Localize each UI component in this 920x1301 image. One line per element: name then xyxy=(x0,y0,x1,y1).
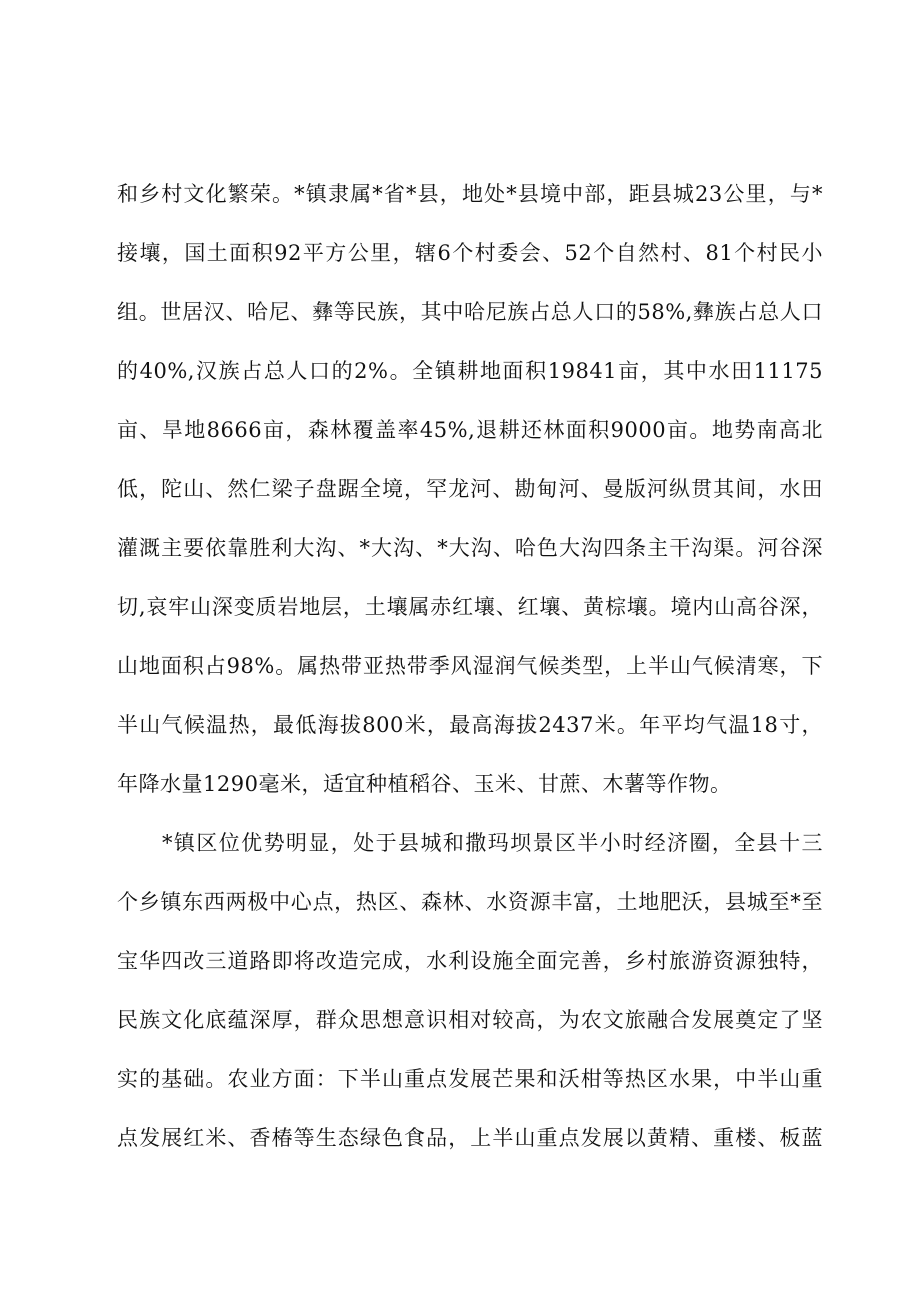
text-line: 灌溉主要依靠胜利大沟、*大沟、*大沟、哈色大沟四条主干沟渠。河谷深 xyxy=(117,536,823,560)
text-line: 切,哀牢山深变质岩地层，土壤属赤红壤、红壤、黄棕壤。境内山高谷深， xyxy=(117,595,823,619)
text-line: 点发展红米、香椿等生态绿色食品，上半山重点发展以黄精、重楼、板蓝 xyxy=(117,1126,823,1150)
text-line: 个乡镇东西两极中心点，热区、森林、水资源丰富，土地肥沃，县城至*至 xyxy=(117,890,823,914)
text-line: 低，陀山、然仁梁子盘踞全境，罕龙河、勘甸河、曼版河纵贯其间，水田 xyxy=(117,477,823,501)
text-line: 宝华四改三道路即将改造完成，水利设施全面完善，乡村旅游资源独特， xyxy=(117,949,823,973)
text-line: 亩、旱地8666亩，森林覆盖率45%,退耕还林面积9000亩。地势南高北 xyxy=(117,418,823,442)
text-line: *镇区位优势明显，处于县城和撒玛坝景区半小时经济圈，全县十三 xyxy=(162,831,823,855)
text-line: 半山气候温热，最低海拔800米，最高海拔2437米。年平均气温18寸， xyxy=(117,713,823,737)
text-line: 接壤，国土面积92平方公里，辖6个村委会、52个自然村、81个村民小 xyxy=(117,241,823,265)
text-line: 年降水量1290毫米，适宜种植稻谷、玉米、甘蔗、木薯等作物。 xyxy=(117,772,732,796)
text-line: 的40%,汉族占总人口的2%。全镇耕地面积19841亩，其中水田11175 xyxy=(117,359,823,383)
text-line: 山地面积占98%。属热带亚热带季风湿润气候类型，上半山气候清寒，下 xyxy=(117,654,823,678)
text-line: 民族文化底蕴深厚，群众思想意识相对较高，为农文旅融合发展奠定了坚 xyxy=(117,1008,823,1032)
text-line: 实的基础。农业方面：下半山重点发展芒果和沃柑等热区水果，中半山重 xyxy=(117,1067,823,1091)
text-line: 组。世居汉、哈尼、彝等民族，其中哈尼族占总人口的58%,彝族占总人口 xyxy=(117,300,823,324)
text-line: 和乡村文化繁荣。*镇隶属*省*县，地处*县境中部，距县城23公里，与* xyxy=(117,182,823,206)
